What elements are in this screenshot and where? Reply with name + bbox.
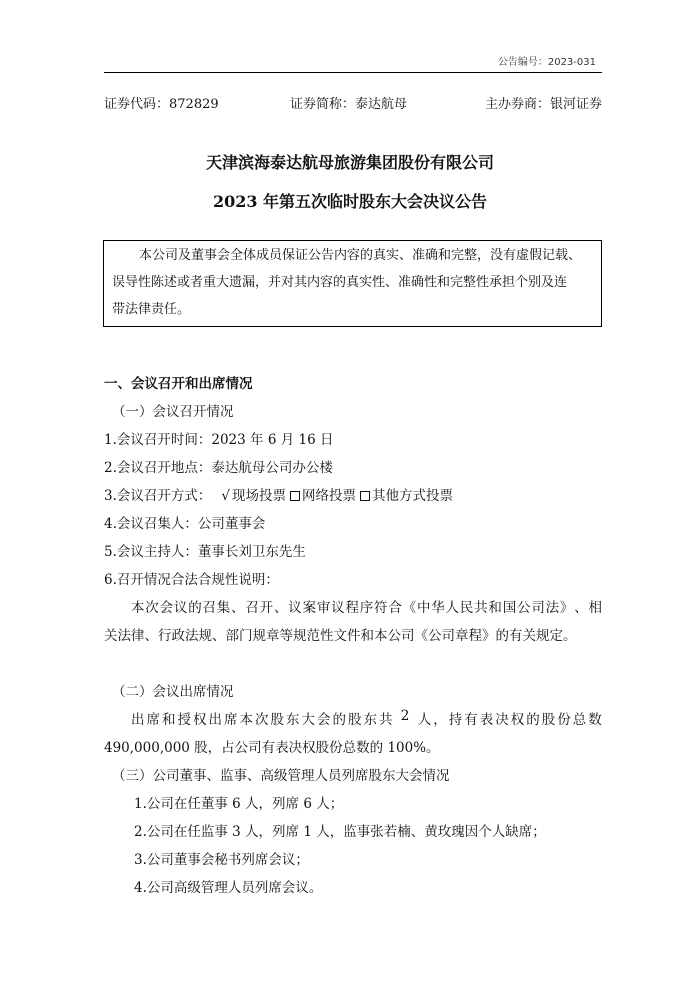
attendance-paragraph-line-1: 出 席 和 授 权 出 席 本 次 股 东 大 会 的 股 东 共 2 人 ， 持 有 表 决 权 的 股 份 总 数 bbox=[131, 708, 602, 728]
check-mark-icon: √ bbox=[221, 488, 230, 504]
securities-code: 证券代码：872829 bbox=[104, 97, 219, 112]
legality-paragraph-line-1: 本 次 会 议 的 召 集 、 召 开 、 议 案 审 议 程 序 符 合 《 中 华 人 民 共 和 国 公 司 法 》 、 相 bbox=[131, 600, 602, 616]
statement-text bbox=[112, 242, 592, 323]
section-heading: 一、会议召开和出席情况 bbox=[104, 376, 253, 392]
attendance-paragraph-line-2: 490,000,000 股，占公司有表决权股份总数的 100%。 bbox=[104, 740, 440, 756]
meeting-location: 2.会议召开地点：泰达航母公司办公楼 bbox=[104, 460, 333, 476]
legality-paragraph-line-2: 关法律、行政法规、部门规章等规范性文件和本公司《公司章程》的有关规定。 bbox=[104, 628, 577, 644]
subsection-convening: （一）会议召开情况 bbox=[112, 404, 234, 420]
list-item: 4.公司高级管理人员列席会议。 bbox=[134, 880, 323, 896]
option-other-vote: 其他方式投票 bbox=[372, 488, 453, 504]
option-online-vote: 网络投票 bbox=[302, 488, 356, 504]
checkbox-icon bbox=[360, 491, 370, 501]
statement-line-3: 带法律责任。 bbox=[112, 302, 191, 317]
list-item: 1.公司在任董事 6 人，列席 6 人； bbox=[134, 796, 344, 812]
meeting-convener: 4.会议召集人：公司董事会 bbox=[104, 516, 266, 532]
meeting-host: 5.会议主持人：董事长刘卫东先生 bbox=[104, 544, 306, 560]
header-rule bbox=[104, 72, 602, 73]
company-title: 天津滨海泰达航母旅游集团股份有限公司 bbox=[205, 153, 494, 172]
subsection-attendance: （二）会议出席情况 bbox=[112, 684, 234, 700]
checkbox-icon bbox=[290, 491, 300, 501]
legality-heading: 6.召开情况合法合规性说明： bbox=[104, 572, 279, 588]
sponsor-broker: 主办券商：银河证券 bbox=[484, 97, 602, 112]
announcement-number: 公告编号：2023-031 bbox=[497, 57, 596, 68]
list-item: 2.公司在任监事 3 人，列席 1 人，监事张若楠、黄玫瑰因个人缺席； bbox=[134, 824, 546, 840]
statement-line-1: 本公司及董事会全体成员保证公告内容的真实、准确和完整，没有虚假记载、 bbox=[139, 248, 582, 263]
document-title: 2023 年第五次临时股东大会决议公告 bbox=[212, 192, 488, 211]
meeting-method-label: 3.会议召开方式： bbox=[104, 488, 212, 504]
meeting-time: 1.会议召开时间：2023 年 6 月 16 日 bbox=[104, 432, 334, 448]
statement-line-2: 误导性陈述或者重大遗漏，并对其内容的真实性、准确性和完整性承担个别及连 bbox=[112, 275, 568, 290]
meeting-method bbox=[104, 484, 453, 504]
securities-short-name: 证券简称：泰达航母 bbox=[290, 97, 408, 112]
list-item: 3.公司董事会秘书列席会议； bbox=[134, 852, 309, 868]
option-onsite-vote: 现场投票 bbox=[232, 488, 286, 504]
subsection-officers: （三）公司董事、监事、高级管理人员列席股东大会情况 bbox=[112, 768, 450, 784]
